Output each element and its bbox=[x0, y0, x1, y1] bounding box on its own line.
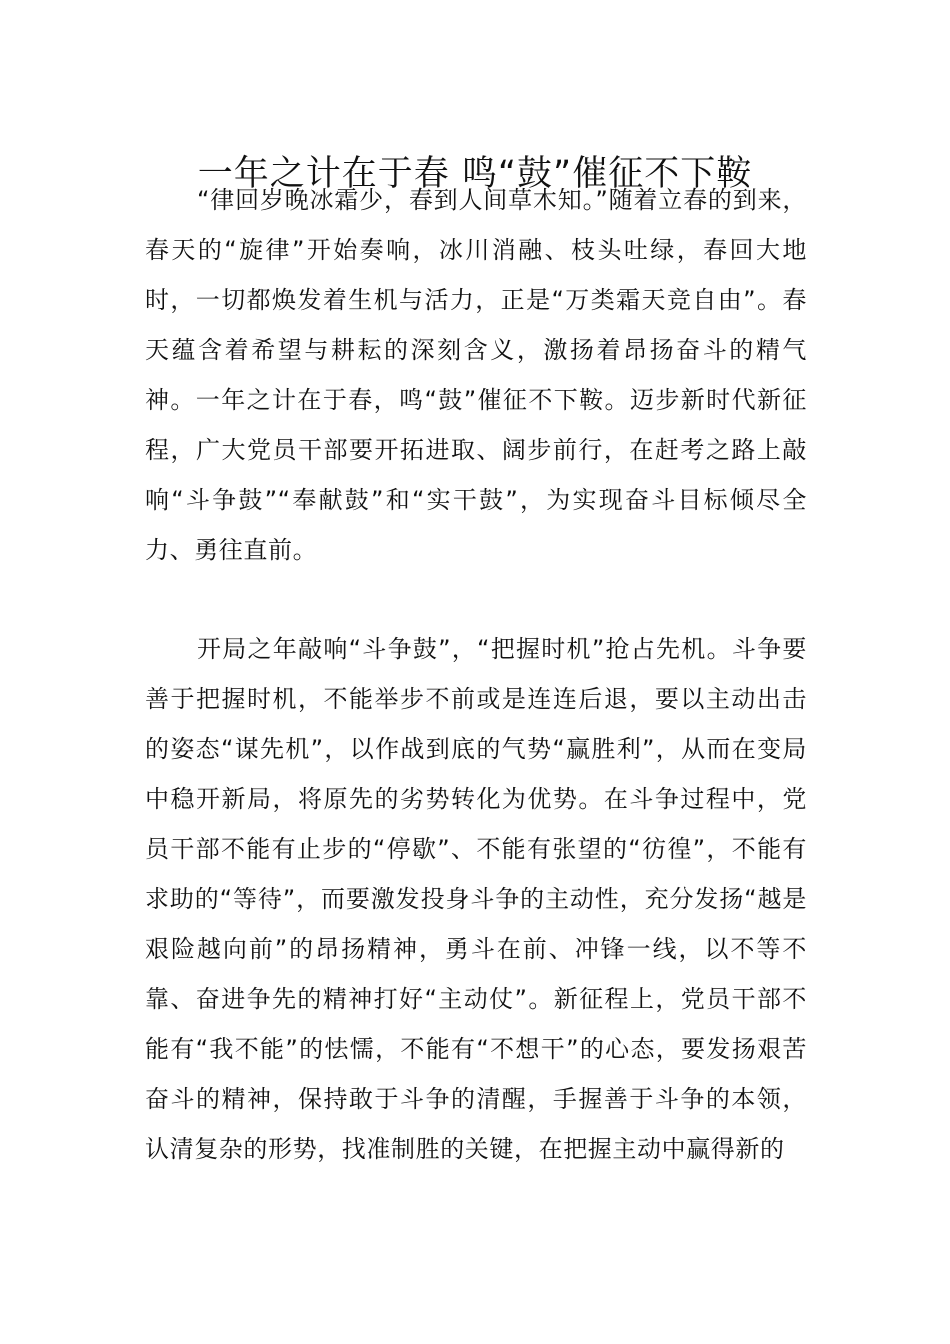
paragraph-struggle-drum: 开局之年敲响“斗争鼓”，“把握时机”抢占先机。斗争要善于把握时机，不能举步不前或是连连后退，要以主动出击的姿态“谋先机”，以作战到底的气势“赢胜利”，从而在变局中稳开新局，将原先的劣势转化为优势。在斗争过程中，党员干部不能有止步的“停歇”、不能有张望的“彷徨”，不能有求助的“等待”，而要激发投身斗争的主动性，充分发扬“越是艰险越向前”的昂扬精神，勇斗在前、冲锋一线，以不等不靠、奋进争先的精神打好“主动仗”。新征程上，党员干部不能有“我不能”的怯懦，不能有“不想干”的心态，要发扬艰苦奋斗的精神，保持敢于斗争的清醒，手握善于斗争的本领，认清复杂的形势，找准制胜的关键，在把握主动中赢得新的 bbox=[145, 635, 807, 1163]
paragraph-intro: “律回岁晚冰霜少，春到人间草木知。”随着立春的到来，春天的“旋律”开始奏响，冰川消融、枝头吐绿，春回大地时，一切都焕发着生机与活力，正是“万类霜天竞自由”。春天蕴含着希望与耕耘的深刻含义，激扬着昂扬奋斗的精气神。一年之计在于春，鸣“鼓”催征不下鞍。迈步新时代新征程，广大党员干部要开拓进取、阔步前行，在赶考之路上敲响“斗争鼓”“奉献鼓”和“实干鼓”，为实现奋斗目标倾尽全力、勇往直前。 bbox=[145, 186, 807, 564]
article-title: 一年之计在于春 鸣“鼓”催征不下鞍 bbox=[197, 154, 753, 195]
